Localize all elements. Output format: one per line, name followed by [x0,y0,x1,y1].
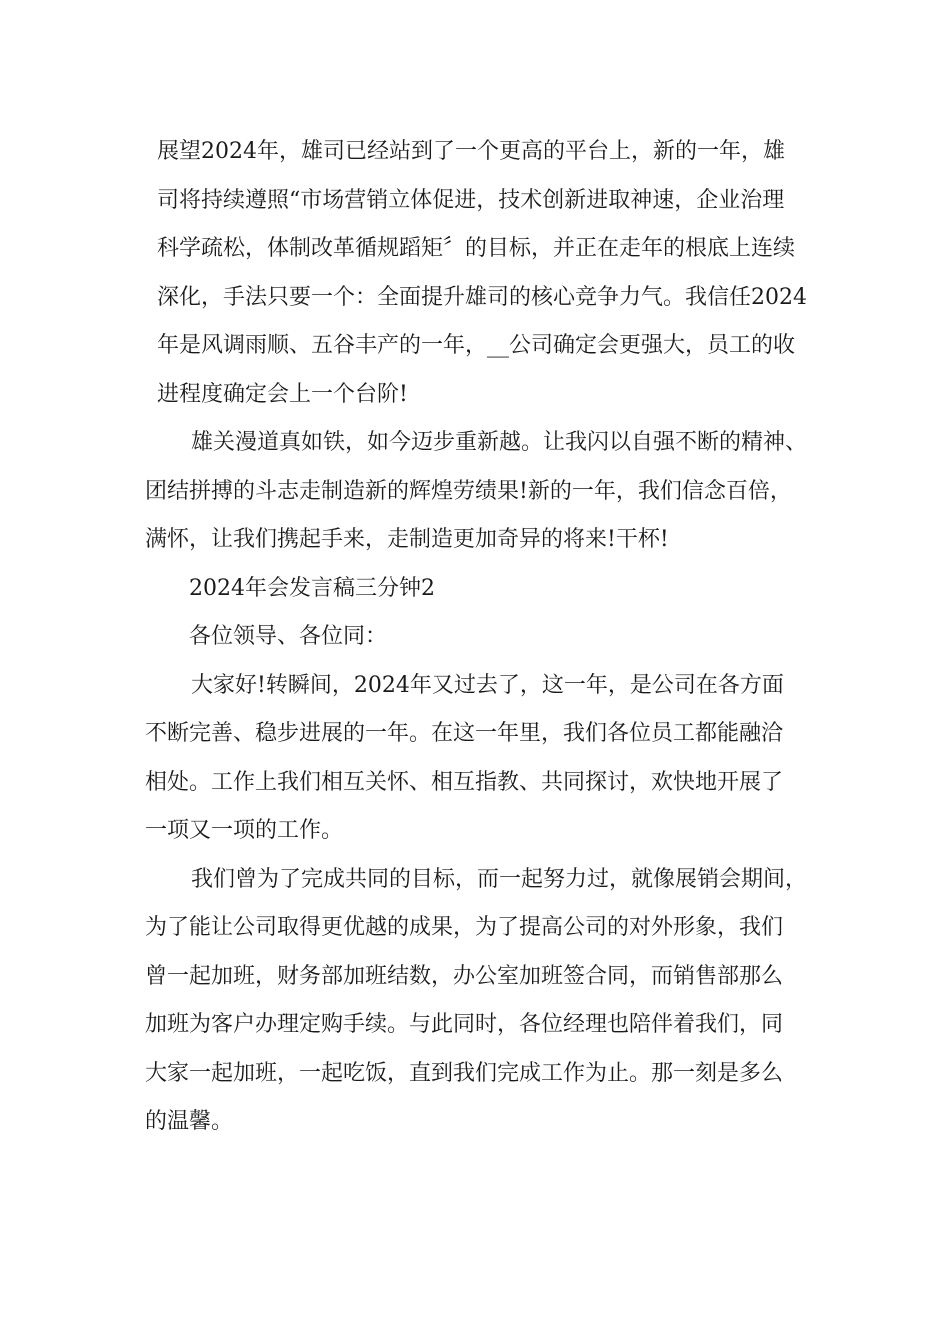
paragraph-greeting [145,662,815,856]
text-line: 雄关漫道真如铁，如今迈步重新越。让我闪以自强不断的精神、 [191,430,808,455]
paragraph-toast [145,419,815,565]
text-line: 我们曾为了完成共同的目标，而一起努力过，就像展销会期间， [191,866,808,892]
text-line: 团结拼搏的斗志走制造新的辉煌劳绩果!新的一年，我们信念百倍， [145,478,792,504]
text-line: 加班为客户办理定购手续。与此同时，各位经理也陪伴着我们，同 [145,1012,784,1037]
document-body [145,128,815,1147]
text-line: 不断完善、稳步进展的一年。在这一年里，我们各位员工都能融洽 [145,721,784,746]
paragraph-outlook [145,128,815,419]
section-heading [145,565,815,614]
text-line: 科学疏松，体制改革循规蹈矩〞的目标，并正在走年的根底上连续 [157,236,796,261]
text-line: 一项又一项的工作。 [145,818,344,843]
text-line: 年是风调雨顺、五谷丰产的一年，__公司确定会更强大，员工的收 [157,333,796,358]
text-line: 的温馨。 [145,1109,234,1134]
text-line: 相处。工作上我们相互关怀、相互指教、共同探讨，欢快地开展了 [145,769,784,795]
text-line: 进程度确定会上一个台阶! [157,381,408,407]
text-line: 满怀，让我们携起手来，走制造更加奇异的将来!干杯! [145,527,669,552]
text-line: 大家一起加班，一起吃饭，直到我们完成工作为止。那一刻是多么 [145,1060,784,1086]
text-line: 曾一起加班，财务部加班结数，办公室加班签合同，而销售部那么 [145,963,784,989]
paragraph-teamwork [145,856,815,1147]
heading-line: 2024年会发言稿三分钟2 [189,575,435,601]
text-line: 大家好!转瞬间，2024年又过去了，这一年，是公司在各方面 [191,672,784,698]
salutation-line: 各位领导、各位同： [189,624,388,649]
text-line: 深化，手法只要一个：全面提升雄司的核心竞争力气。我信任2024 [157,284,807,310]
text-line: 展望2024年，雄司已经站到了一个更高的平台上，新的一年，雄 [157,139,785,164]
text-line: 为了能让公司取得更优越的成果，为了提高公司的对外形象，我们 [145,915,784,940]
salutation [145,613,815,662]
text-line: 司将持续遵照“市场营销立体促进，技术创新进取神速，企业治理 [157,187,785,213]
